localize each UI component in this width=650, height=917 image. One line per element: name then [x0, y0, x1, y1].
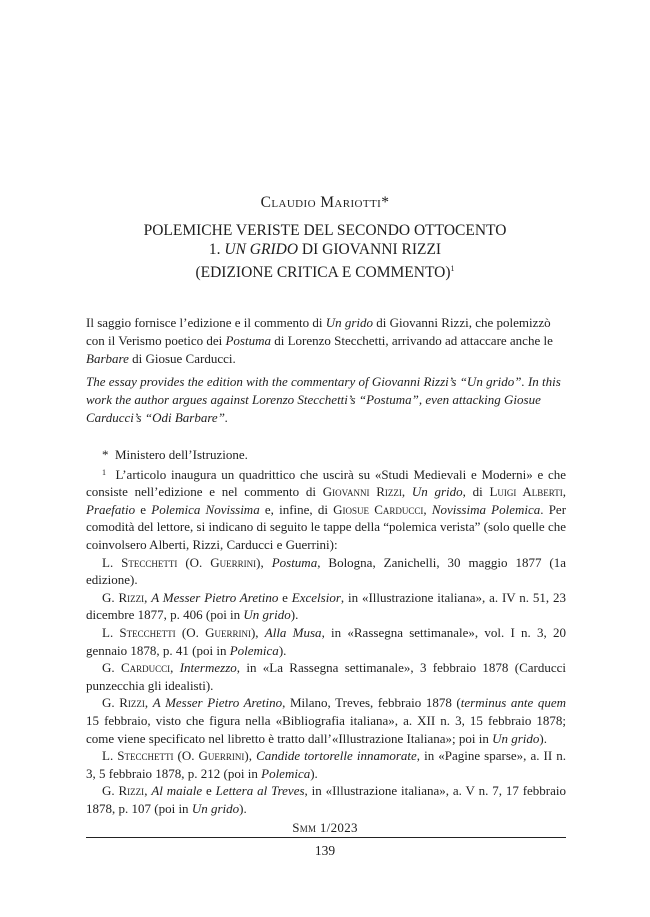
bibliography-entry: G. Rizzi, Al maiale e Lettera al Treves, in «Illustrazione italiana», a. V n. 7, 17 febbraio 1878, p. 107 (poi in Un grido). — [86, 783, 566, 816]
title-line-2: 1. UN GRIDO DI GIOVANNI RIZZI — [208, 241, 442, 258]
title-line-1: POLEMICHE VERISTE DEL SECONDO OTTOCENTO — [143, 222, 507, 239]
bibliography-entry: G. Carducci, Intermezzo, in «La Rassegna settimanale», 3 febbraio 1878 (Carducci punzecchia gli idealisti). — [86, 660, 566, 693]
journal-issue — [0, 820, 650, 836]
author-footnote-mark: * — [381, 194, 390, 211]
bibliography-entry: G. Rizzi, A Messer Pietro Aretino e Excelsior, in «Illustrazione italiana», a. IV n. 51, 23 dicembre 1877, p. 406 (poi in Un grido). — [86, 589, 566, 623]
journal-abbreviation: Smm — [292, 820, 317, 835]
bibliography-entry: L. Stecchetti (O. Guerrini), Postuma, Bologna, Zanichelli, 30 maggio 1877 (1a edizione). — [86, 554, 567, 588]
title-line-3: (EDIZIONE CRITICA E COMMENTO)$^1$ — [195, 264, 455, 281]
article-title — [0, 221, 650, 282]
footnote-affiliation: * Ministero dell’Istruzione. — [102, 447, 248, 462]
issue-number: 1/2023 — [316, 820, 358, 835]
footnotes — [86, 446, 566, 817]
title-footnote-mark: 1 — [450, 264, 455, 273]
abstract-english: The essay provides the edition with the commentary of Giovanni Rizzi’s “Un grido”. In this work the author argues against Lorenzo Stecchetti’s “Postuma”, even attacking Giosue Carducci’s “Odi Barbare”. — [86, 374, 561, 425]
page-number: 139 — [314, 843, 336, 858]
author-last-name: Mariotti — [320, 194, 382, 211]
author-name — [0, 194, 650, 212]
footer-rule — [86, 837, 566, 838]
bibliography-entry: L. Stecchetti (O. Guerrini), Candide tortorelle innamorate, in «Pagine sparse», a. II n. 3, 5 febbraio 1878, p. 212 (poi in Polemica). — [86, 748, 566, 781]
footnote-1: $^1$ L’articolo inaugura un quadrittico che uscirà su «Studi Medievali e Moderni» e che consiste nell’edizione e nel commento di Giovanni Rizzi, Un grido, di Luigi Alberti, Praefatio e Polemica Novissima e, infine, di Giosue Carducci, Novissima Polemica. Per comodità del lettore, si indicano di seguito le tappe della “polemica verista” (solo quelle che coinvolsero Alberti, Rizzi, Carducci e Guerrini): — [86, 466, 567, 552]
abstract-italian: Il saggio fornisce l’edizione e il commento di Un grido di Giovanni Rizzi, che polemizzò con il Verismo poetico dei Postuma di Lorenzo Stecchetti, arrivando ad attaccare anche le Barbare di Giosue Carducci. — [86, 315, 553, 366]
bibliography-entry: L. Stecchetti (O. Guerrini), Alla Musa, in «Rassegna settimanale», vol. I n. 3, 20 gennaio 1878, p. 41 (poi in Polemica). — [86, 624, 566, 658]
bibliography-entry: G. Rizzi, A Messer Pietro Aretino, Milano, Treves, febbraio 1878 (terminus ante quem 15 febbraio, visto che figura nella «Bibliografia italiana», a. XII n. 3, 15 febbraio 1878; come viene specificato nel libretto è tratto dall’«Illustrazione Italiana»; poi in Un grido). — [86, 695, 567, 746]
author-first-name: Claudio — [260, 194, 316, 211]
